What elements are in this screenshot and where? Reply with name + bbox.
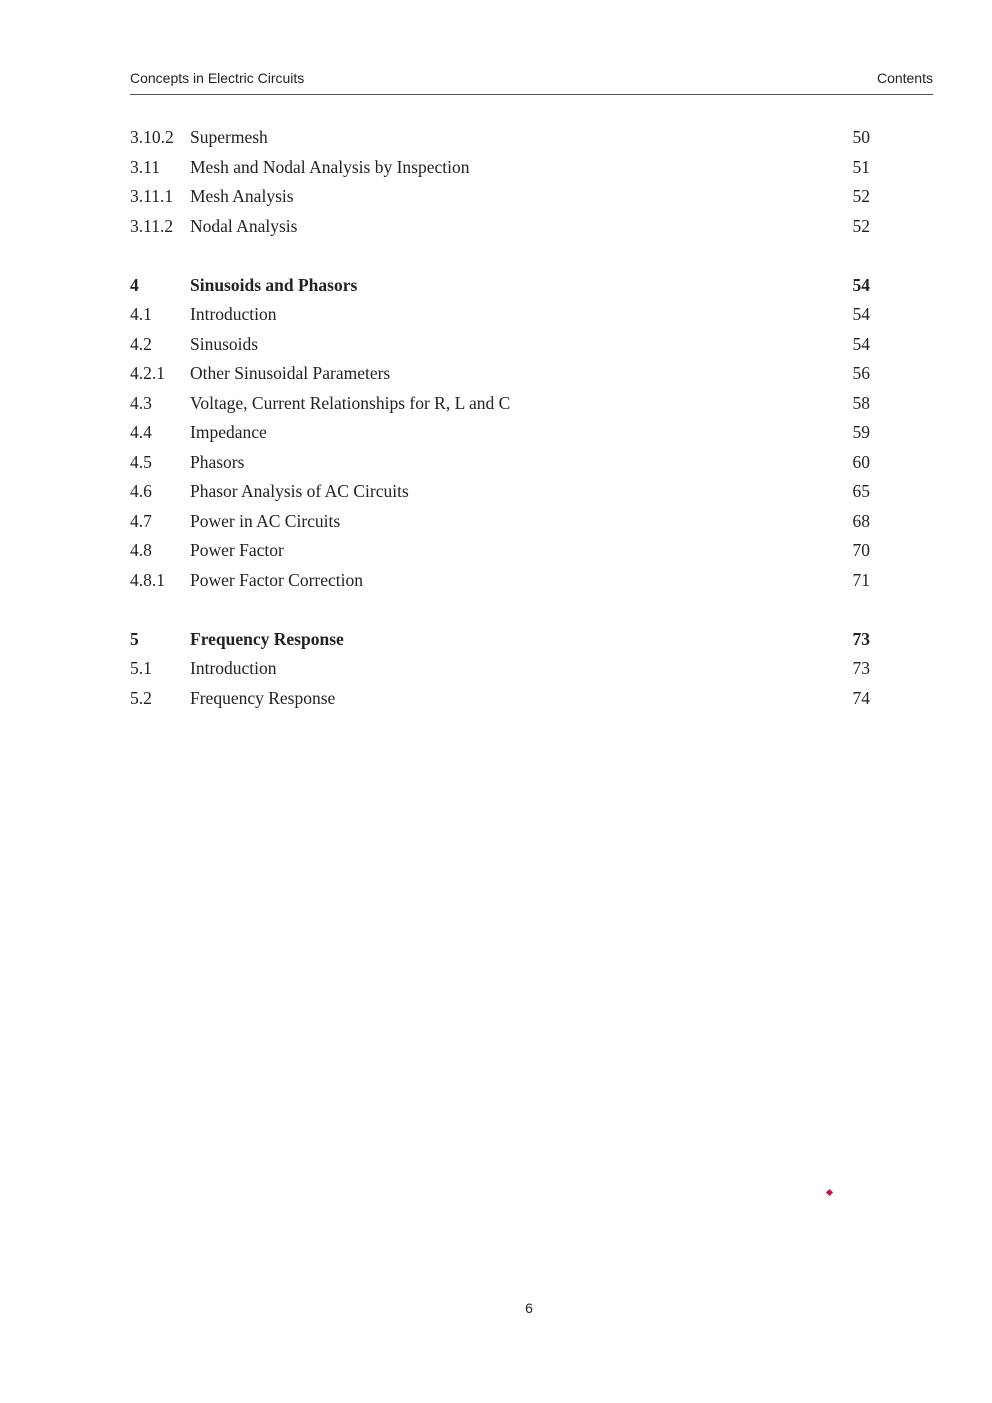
toc-entry[interactable] [130, 359, 870, 389]
toc-entry[interactable] [130, 566, 870, 596]
toc-entry-title: Other Sinusoidal Parameters [190, 363, 391, 383]
toc-entry-number: 3.11.1 [130, 186, 174, 206]
toc-entry-title: Power in AC Circuits [190, 510, 341, 531]
toc-entry-page: 52 [852, 186, 870, 206]
toc-entry-number: 4.7 [130, 510, 152, 531]
toc-entry-title: Frequency Response [190, 628, 344, 649]
toc-chapter-entry[interactable] [130, 625, 870, 655]
toc-entry[interactable] [130, 448, 870, 478]
toc-entry-title: Nodal Analysis [190, 215, 298, 236]
toc-entry-number: 3.11 [130, 156, 160, 177]
table-of-contents [130, 123, 870, 713]
toc-entry-number: 4.2.1 [130, 363, 165, 383]
toc-entry-title: Introduction [190, 658, 277, 678]
toc-entry[interactable] [130, 507, 870, 537]
toc-entry-number: 4.3 [130, 392, 152, 413]
toc-entry-page: 52 [852, 215, 870, 236]
toc-entry-number: 4.4 [130, 422, 152, 442]
page-number: 6 [525, 1300, 533, 1316]
toc-entry-page: 54 [852, 274, 870, 295]
toc-entry-title: Supermesh [190, 127, 268, 147]
toc-entry-page: 54 [852, 333, 870, 354]
toc-entry-title: Phasor Analysis of AC Circuits [190, 481, 409, 501]
toc-entry-title: Phasors [190, 451, 245, 472]
toc-entry-title: Mesh and Nodal Analysis by Inspection [190, 156, 470, 177]
toc-entry-page: 54 [852, 304, 870, 324]
toc-entry-title: Introduction [190, 304, 277, 324]
toc-entry-number: 4.5 [130, 451, 152, 472]
toc-entry[interactable] [130, 123, 870, 153]
toc-entry-title: Frequency Response [190, 687, 336, 708]
section-title: Contents [876, 70, 933, 86]
toc-entry-page: 71 [852, 569, 870, 590]
toc-entry-page: 74 [852, 687, 870, 708]
toc-entry-title: Mesh Analysis [190, 186, 294, 206]
toc-entry-title: Sinusoids [190, 333, 259, 354]
toc-entry[interactable] [130, 153, 870, 183]
toc-entry[interactable] [130, 536, 870, 566]
toc-entry-number: 5 [130, 628, 139, 649]
toc-entry-page: 51 [852, 156, 870, 177]
toc-entry-title: Power Factor [190, 540, 284, 560]
toc-entry-number: 4.1 [130, 304, 152, 324]
toc-entry[interactable] [130, 477, 870, 507]
toc-entry-page: 50 [852, 127, 870, 147]
toc-entry-number: 5.2 [130, 687, 152, 708]
toc-entry-page: 59 [852, 422, 870, 442]
toc-entry-page: 73 [852, 628, 870, 649]
diamond-marker-icon [826, 1189, 833, 1196]
toc-entry[interactable] [130, 389, 870, 419]
toc-entry-page: 58 [852, 392, 870, 413]
toc-entry-number: 3.11.2 [130, 215, 174, 236]
toc-entry[interactable] [130, 300, 870, 330]
toc-entry-number: 4 [130, 274, 139, 295]
toc-entry-number: 4.8.1 [130, 569, 165, 590]
toc-chapter-entry[interactable] [130, 271, 870, 301]
toc-entry-number: 4.6 [130, 481, 152, 501]
toc-entry-title: Voltage, Current Relationships for R, L and C [190, 392, 511, 413]
toc-entry-page: 56 [852, 363, 870, 383]
running-header [130, 68, 933, 95]
toc-entry[interactable] [130, 330, 870, 360]
toc-entry-page: 60 [852, 451, 870, 472]
toc-entry-number: 4.8 [130, 540, 152, 560]
toc-entry[interactable] [130, 212, 870, 242]
toc-entry[interactable] [130, 418, 870, 448]
toc-entry[interactable] [130, 684, 870, 714]
toc-entry-number: 3.10.2 [130, 127, 174, 147]
toc-entry[interactable] [130, 654, 870, 684]
toc-entry-page: 70 [852, 540, 870, 560]
toc-entry-page: 68 [852, 510, 870, 531]
toc-entry-number: 4.2 [130, 333, 152, 354]
book-title: Concepts in Electric Circuits [130, 70, 305, 86]
toc-entry-title: Sinusoids and Phasors [190, 274, 358, 295]
toc-entry-page: 73 [852, 658, 870, 678]
toc-entry-title: Power Factor Correction [190, 569, 364, 590]
toc-entry-title: Impedance [190, 422, 267, 442]
toc-entry[interactable] [130, 182, 870, 212]
toc-entry-number: 5.1 [130, 658, 152, 678]
toc-entry-page: 65 [852, 481, 870, 501]
